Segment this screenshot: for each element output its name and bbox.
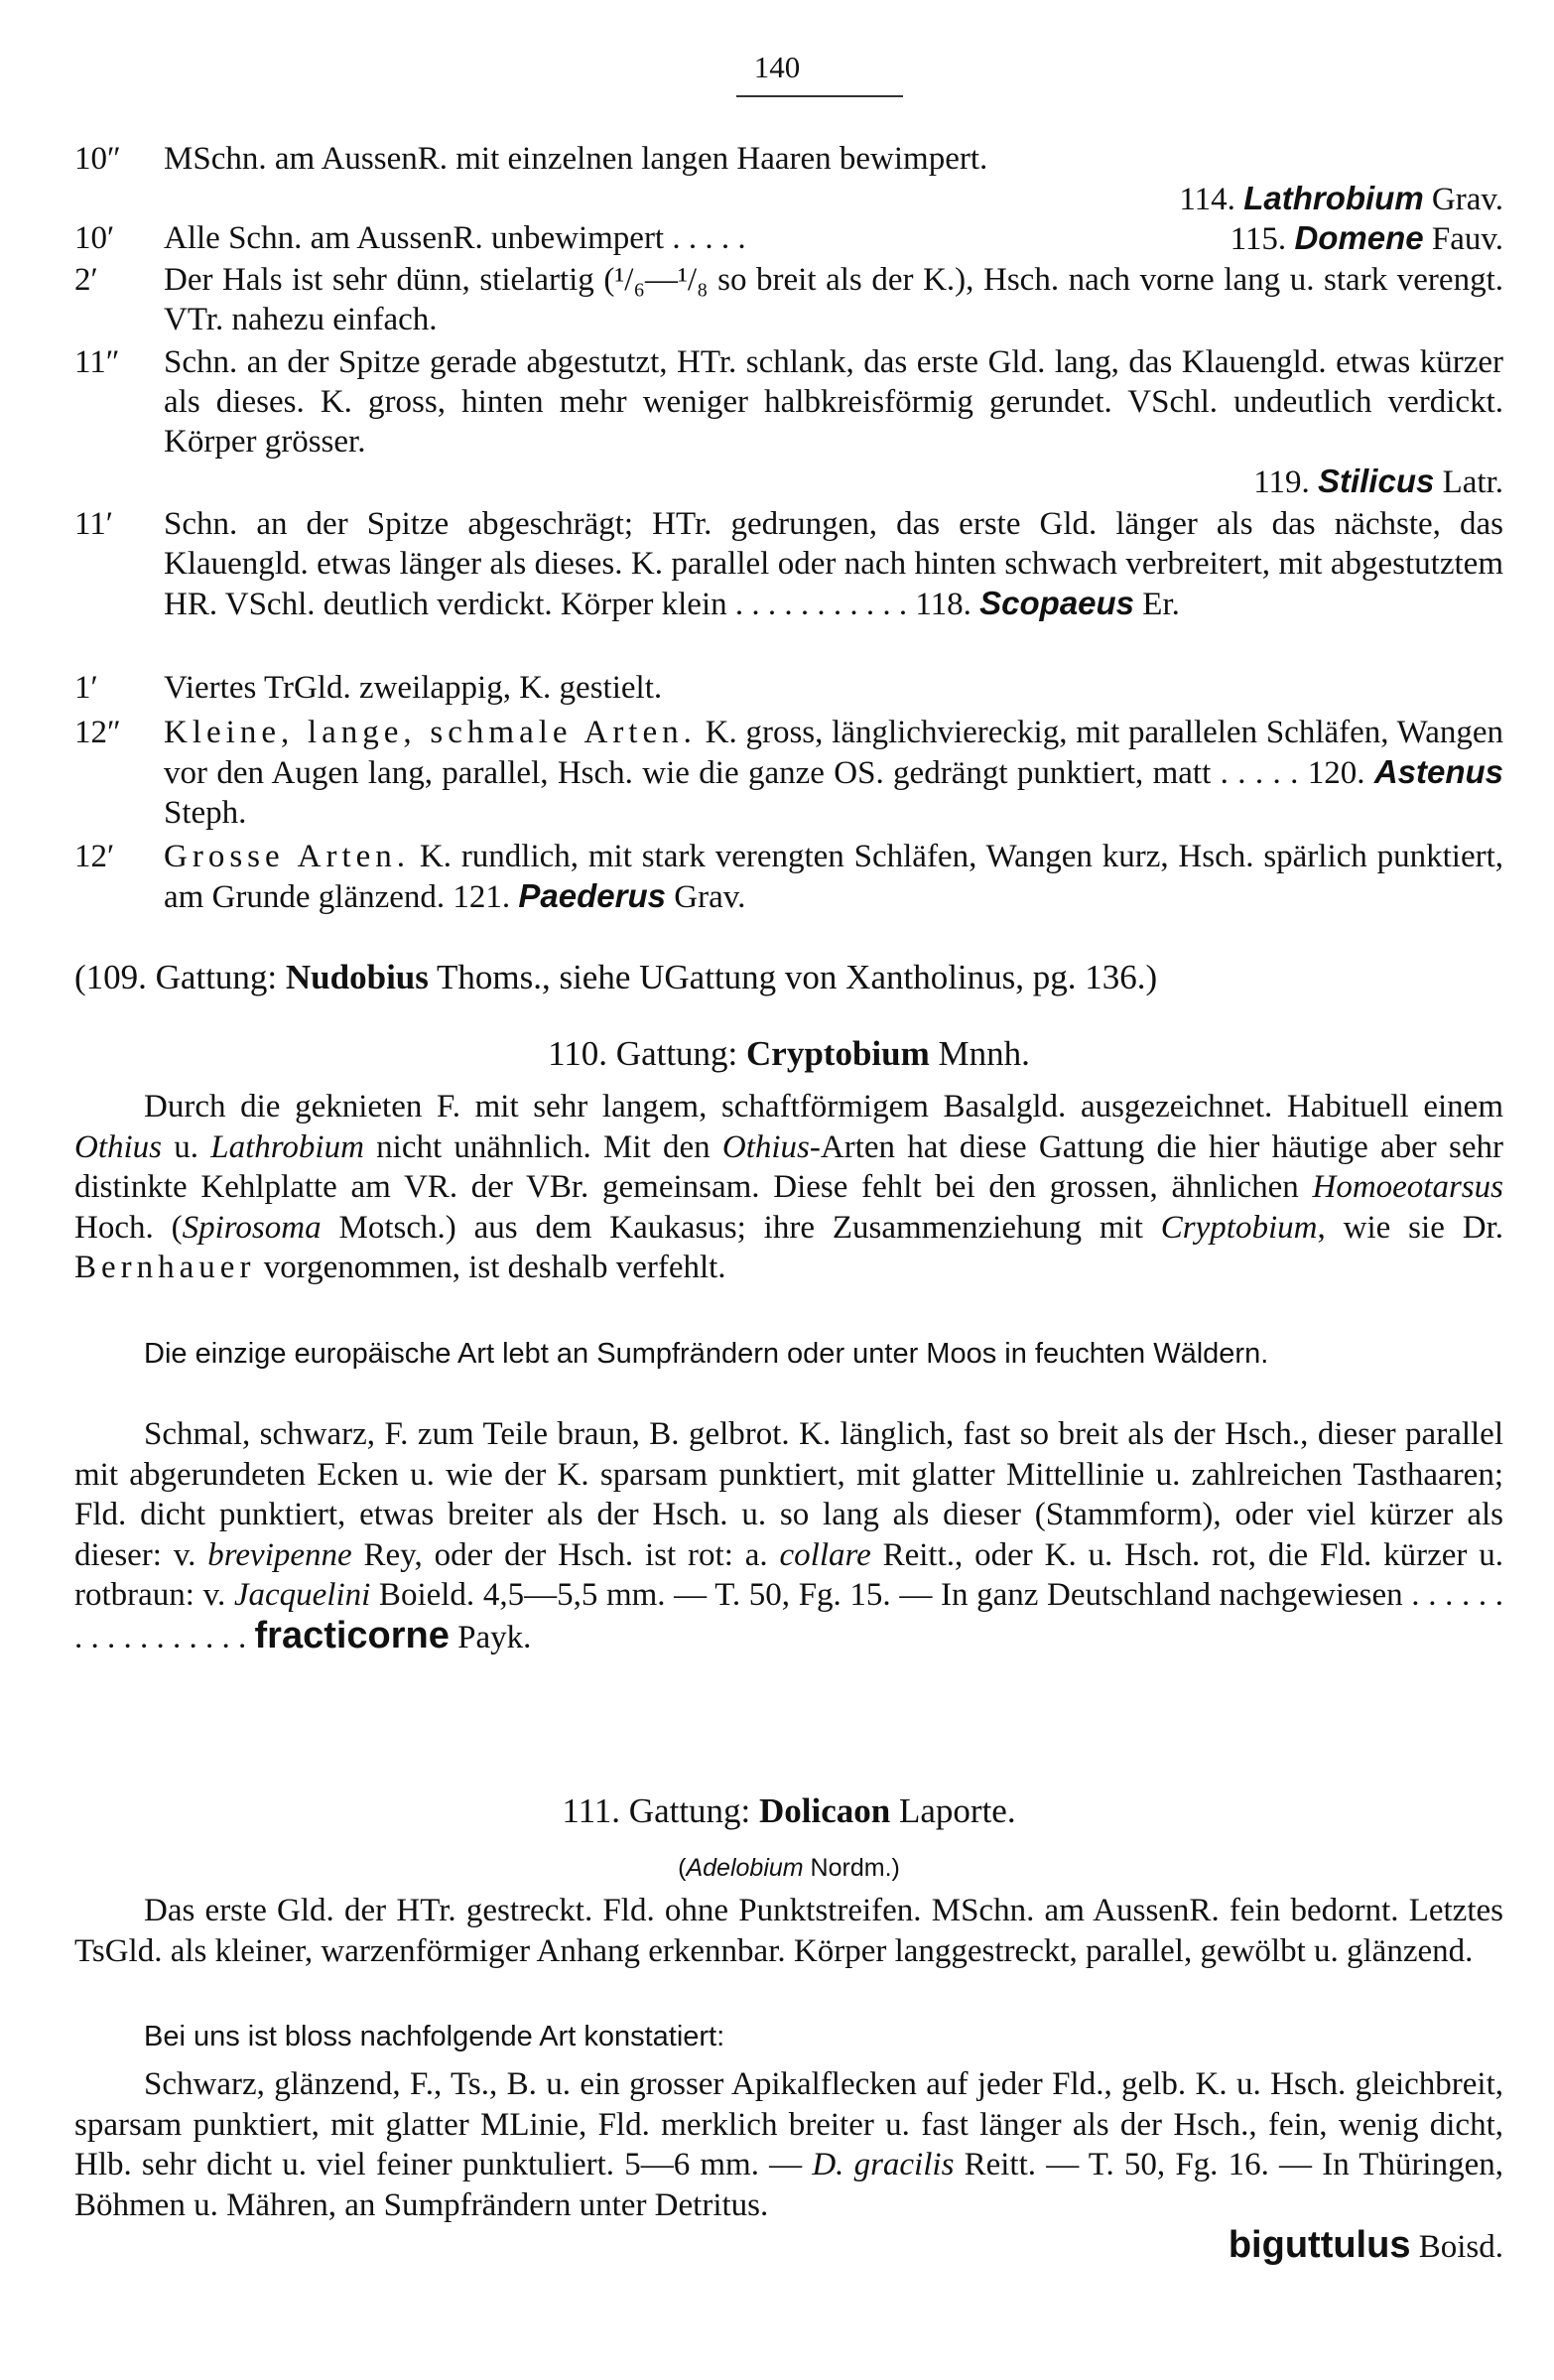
result-genus: Lathrobium bbox=[1243, 180, 1424, 216]
variety-name: Jacquelini bbox=[233, 1577, 371, 1613]
desc-text: Schmal, schwarz, F. zum Teile braun, B. gelbrot. K. länglich, fast so breit als der Hsch., dieser parallel mit abgerundeten Ecken u. wie der K. sparsam punktiert, mit glatter Mittellinie u. zahlreichen Tasthaaren; Fld. dicht punktiert, etwas breiter als der Hsch. u. so lang als dieser (Stammform), oder viel kürzer als dieser: v. bbox=[74, 1416, 1503, 1573]
genus-111-species-description bbox=[74, 2064, 1503, 2268]
result-number: 114. bbox=[1179, 182, 1235, 217]
result-author: Fauv. bbox=[1431, 221, 1503, 257]
key-result bbox=[164, 462, 1503, 502]
synonym-species: D. gracilis bbox=[812, 2147, 955, 2182]
key-number: 10″ bbox=[74, 141, 121, 177]
key-result bbox=[1230, 218, 1503, 259]
genus-ref: Othius bbox=[721, 1128, 810, 1165]
key-text: K. gross, länglichviereckig, mit parallelen Schläfen, Wangen vor den Augen lang, parallel, Hsch. wie die ganze OS. gedrängt punktiert, matt . . . . . bbox=[164, 715, 1503, 791]
desc-text: u. bbox=[162, 1128, 211, 1165]
variety-name: brevipenne bbox=[207, 1536, 352, 1573]
key-number: 12′ bbox=[74, 839, 115, 874]
key-text: Alle Schn. am AussenR. unbewimpert . . . . . bbox=[164, 220, 746, 256]
result-genus: Scopaeus bbox=[979, 585, 1135, 621]
key-result bbox=[453, 879, 745, 915]
key-entry bbox=[74, 218, 1503, 259]
page-number-rule bbox=[736, 95, 903, 97]
desc-text: , wie sie Dr. bbox=[1317, 1209, 1503, 1246]
key-entry bbox=[74, 342, 1503, 502]
key-number: 2′ bbox=[74, 262, 98, 298]
result-author: Steph. bbox=[164, 795, 247, 831]
result-number: 121. bbox=[453, 879, 511, 915]
key-entry bbox=[74, 713, 1503, 833]
key-text: Schn. an der Spitze gerade abgestutzt, HTr. schlank, das erste Gld. lang, das Klauengld. etwas kürzer als dieses. K. gross, hinten mehr weniger halbkreisförmig gerundet. VSchl. undeutlich verdickt. Körper grösser. bbox=[164, 344, 1503, 460]
page-number: 140 bbox=[753, 50, 801, 84]
key-text: Schn. an der Spitze abgeschrägt; HTr. gedrungen, das erste Gld. länger als das nächste, das Klauengld. etwas länger als dieses. K. parallel oder nach hinten schwach verbreitert, mit abgestutztem HR. VSchl. deutlich verdickt. Körper klein . . . . . . . . . . . bbox=[164, 506, 1503, 622]
desc-text: vorgenommen, ist deshalb verfehlt. bbox=[255, 1250, 726, 1285]
result-genus: Stilicus bbox=[1317, 463, 1435, 499]
key-text: MSchn. am AussenR. mit einzelnen langen Haaren bewimpert. bbox=[164, 141, 988, 177]
genus-name: Dolicaon bbox=[759, 1791, 891, 1830]
key-text: Der Hals ist sehr dünn, stielartig (¹/₆—¹/₈ so breit als der K.), Hsch. nach vorne lang u. stark verengt. VTr. nahezu einfach. bbox=[164, 262, 1503, 337]
result-number: 118. bbox=[915, 587, 971, 622]
synonym-genus: Adelobium bbox=[686, 1854, 804, 1882]
desc-text: Boield. 4,5—5,5 mm. — T. 50, Fg. 15. — In ganz Deutschland nachgewiesen . . . . . . . . . . . . . . . . . bbox=[74, 1577, 1503, 1655]
key-number: 11″ bbox=[74, 344, 120, 380]
variety-name: collare bbox=[779, 1536, 871, 1573]
note-text: Thoms., siehe UGattung von Xantholinus, pg. 136.) bbox=[428, 958, 1158, 996]
desc-text: Hoch. ( bbox=[74, 1209, 183, 1246]
result-author: Grav. bbox=[1431, 182, 1503, 217]
genus-111-heading bbox=[74, 1791, 1503, 1831]
genus-111-description: Das erste Gld. der HTr. gestreckt. Fld. ohne Punktstreifen. MSchn. am AussenR. fein bedornt. Letztes TsGld. als kleiner, warzenförmiger Anhang erkennbar. Körper langgestreckt, parallel, gewölbt u. glänzend. bbox=[74, 1893, 1503, 1969]
genus-110-description bbox=[74, 1087, 1503, 1288]
genus-name: Nudobius bbox=[285, 958, 429, 996]
genus-author: Laporte. bbox=[890, 1791, 1016, 1830]
key-number: 11′ bbox=[74, 506, 113, 542]
genus-author: Mnnh. bbox=[929, 1034, 1030, 1073]
species-name: biguttulus bbox=[1228, 2224, 1411, 2266]
result-number: 119. bbox=[1253, 464, 1310, 500]
genus-110-species-description bbox=[74, 1414, 1503, 1657]
key-entry bbox=[74, 837, 1503, 917]
genus-110-habitat: Die einzige europäische Art lebt an Sumpfrändern oder unter Moos in feuchten Wäldern. bbox=[144, 1338, 1269, 1370]
synonym-text: Nordm.) bbox=[803, 1854, 900, 1882]
author-spaced: Bernhauer bbox=[74, 1250, 256, 1285]
desc-text: Reitt., oder K. u. Hsch. rot, die Fld. kürzer u. rotbraun: v. bbox=[74, 1536, 1504, 1613]
key-number: 10′ bbox=[74, 220, 115, 256]
key-result bbox=[164, 179, 1503, 219]
result-author: Grav. bbox=[674, 879, 746, 915]
desc-text: Durch die geknieten F. mit sehr langem, schaftförmigem Basalgld. ausgezeichnet. Habituell einem bbox=[144, 1089, 1503, 1124]
genus-name: Cryptobium bbox=[746, 1034, 930, 1073]
result-genus: Paederus bbox=[518, 877, 666, 914]
result-author: Er. bbox=[1142, 587, 1180, 622]
genus-heading-prefix: 110. Gattung: bbox=[548, 1034, 747, 1073]
genus-111-note: Bei uns ist bloss nachfolgende Art konstatiert: bbox=[144, 2021, 725, 2052]
key-text: K. rundlich, mit stark verengten Schläfen, Wangen kurz, Hsch. spärlich punktiert, am Grunde glänzend. bbox=[164, 839, 1504, 915]
genus-ref: Cryptobium bbox=[1160, 1209, 1318, 1246]
genus-110-heading bbox=[74, 1034, 1503, 1074]
key-number: 12″ bbox=[74, 715, 121, 750]
key-entry bbox=[74, 139, 1503, 219]
genus-109-note bbox=[74, 958, 1503, 997]
desc-text: -Arten hat diese Gattung die hier häutige aber sehr distinkte Kehlplatte am VR. der VBr. gemeinsam. Diese fehlt bei den grossen, ähnlichen bbox=[74, 1128, 1504, 1205]
genus-ref: Lathrobium bbox=[210, 1128, 364, 1165]
desc-text: Motsch.) aus dem Kaukasus; ihre Zusammenziehung mit bbox=[321, 1209, 1161, 1246]
species-author: Boisd. bbox=[1410, 2229, 1503, 2265]
key-entry bbox=[74, 260, 1503, 339]
result-number: 115. bbox=[1230, 221, 1287, 257]
key-text-spaced: Kleine, lange, schmale Arten. bbox=[164, 715, 697, 750]
key-text-spaced: Grosse Arten. bbox=[164, 839, 411, 874]
desc-text: Schwarz, glänzend, F., Ts., B. u. ein grosser Apikalflecken auf jeder Fld., gelb. K. u. Hsch. gleichbreit, sparsam punktiert, mit glatter MLinie, Fld. merklich breiter u. fast länger als der Hsch., fein, wenig dicht, Hlb. sehr dicht u. viel feiner punktuliert. 5—6 mm. — bbox=[74, 2066, 1503, 2182]
key-result bbox=[915, 587, 1180, 622]
synonym-text: ( bbox=[678, 1854, 687, 1882]
key-entry bbox=[74, 668, 1503, 708]
desc-text: Reitt. — T. 50, Fg. 16. — In Thüringen, Böhmen u. Mähren, an Sumpfrändern unter Detritus. bbox=[74, 2147, 1504, 2223]
desc-text: Rey, oder der Hsch. ist rot: a. bbox=[351, 1536, 780, 1573]
key-number: 1′ bbox=[74, 670, 98, 706]
note-text: (109. Gattung: bbox=[74, 958, 286, 996]
result-number: 120. bbox=[1307, 755, 1365, 791]
desc-text: nicht unähnlich. Mit den bbox=[363, 1128, 722, 1165]
key-text: Viertes TrGld. zweilappig, K. gestielt. bbox=[164, 670, 663, 706]
genus-heading-prefix: 111. Gattung: bbox=[562, 1791, 760, 1830]
result-genus: Astenus bbox=[1373, 753, 1504, 790]
species-author: Payk. bbox=[449, 1619, 532, 1655]
result-genus: Domene bbox=[1294, 219, 1424, 256]
genus-ref: Spirosoma bbox=[182, 1209, 322, 1246]
species-name: fracticorne bbox=[254, 1614, 450, 1656]
genus-ref: Othius bbox=[74, 1128, 163, 1165]
result-author: Latr. bbox=[1442, 464, 1503, 500]
genus-111-synonym bbox=[74, 1848, 1503, 1888]
genus-ref: Homoeotarsus bbox=[1312, 1169, 1503, 1205]
key-entry bbox=[74, 504, 1503, 624]
